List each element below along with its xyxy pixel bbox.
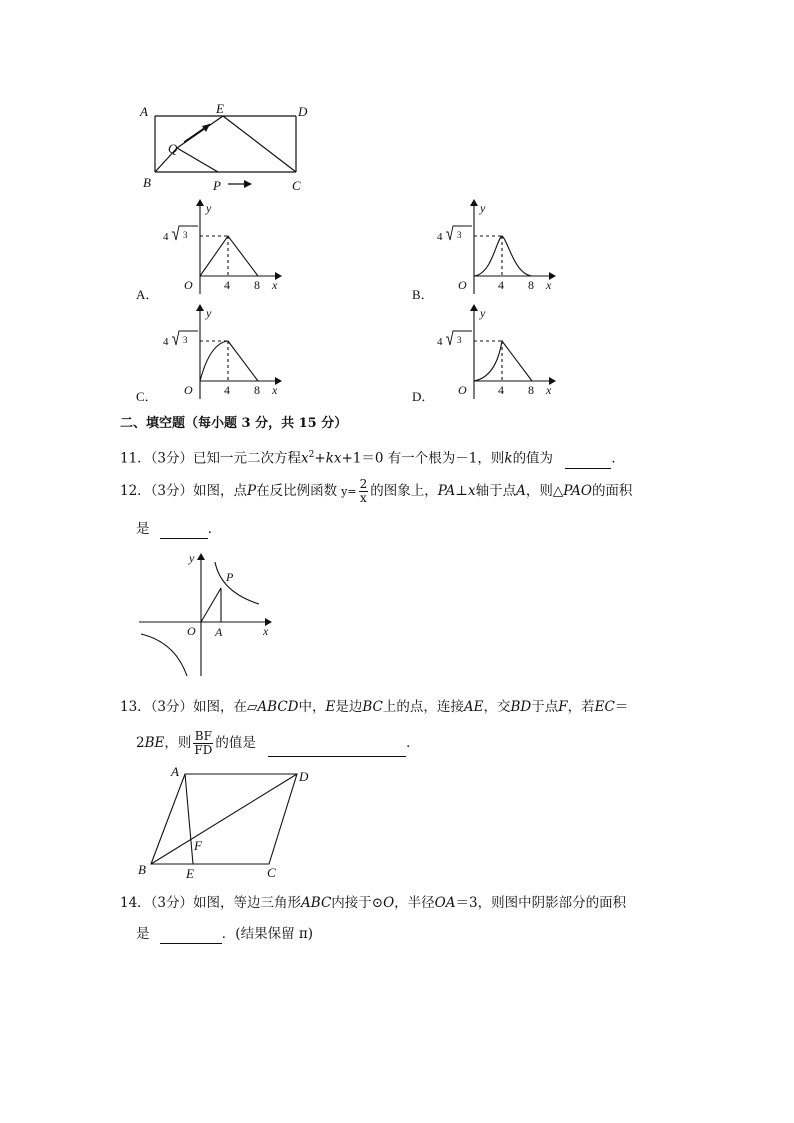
segment-QP <box>177 148 218 172</box>
q14-answer-blank[interactable] <box>160 929 222 944</box>
q13-ABCD: ABCD <box>257 699 299 715</box>
C-label: C <box>267 865 276 880</box>
segment-EQ <box>177 116 223 148</box>
q11-k: k <box>504 450 513 467</box>
tick-8: 8 <box>254 278 260 292</box>
hyperbola-right <box>215 562 259 604</box>
option-A-label[interactable]: A． <box>136 287 159 302</box>
y-coef: 4 <box>437 231 443 243</box>
option-B-graph[interactable] <box>434 200 564 300</box>
q13-figure <box>135 762 325 882</box>
origin: O <box>184 278 193 292</box>
q11-x: x <box>301 450 309 467</box>
curve <box>474 341 532 381</box>
option-C-graph[interactable] <box>160 305 290 405</box>
question-14-line2 <box>136 924 313 944</box>
q12-t3: 轴于点 <box>475 483 517 499</box>
q11-tail: 的值为 <box>512 450 554 467</box>
curve <box>200 341 258 381</box>
question-11 <box>120 445 625 469</box>
origin: O <box>184 383 193 397</box>
option-D-graph[interactable] <box>434 305 564 405</box>
curve <box>200 236 258 276</box>
q13-AE: AE <box>463 699 484 715</box>
y-label: y <box>206 201 212 215</box>
tick-8: 8 <box>528 278 534 292</box>
q13-EC: EC <box>594 699 615 715</box>
q12-answer-blank[interactable] <box>160 524 208 539</box>
q14-ABC: ABC <box>301 895 332 911</box>
q12-t4: ，则△ <box>525 483 564 499</box>
q12-t2: 的图象上， <box>370 483 438 499</box>
q12-PA: PA <box>437 483 456 499</box>
q12-yeq: y= <box>341 485 357 498</box>
q13-t2: 是边 <box>335 699 363 715</box>
segment-EC <box>223 116 296 172</box>
q13-para: ▱ <box>247 699 258 715</box>
q14-O: O <box>383 895 395 911</box>
y-label: y <box>206 306 212 320</box>
q12-figure <box>135 548 285 683</box>
tick-4: 4 <box>224 278 230 292</box>
y-rad: 3 <box>457 230 462 240</box>
q12-t5: 的面积 <box>591 483 633 499</box>
q13-BD: BD <box>510 699 532 715</box>
q11-kx: kx <box>325 450 342 467</box>
option-A-graph[interactable] <box>160 200 290 300</box>
y-rad: 3 <box>183 230 188 240</box>
q10-rectangle-figure <box>130 100 320 200</box>
y-label: y <box>480 201 486 215</box>
q13-t9: 的值是 <box>215 735 256 751</box>
P-label: P <box>226 570 234 584</box>
F-label: F <box>194 838 202 853</box>
label-B: B <box>143 175 151 190</box>
q14-t4: ．(结果保留 π) <box>221 926 313 942</box>
segment-BD <box>151 774 297 864</box>
origin-label: O <box>187 624 196 638</box>
q12-end: ． <box>207 521 222 537</box>
y-rad: 3 <box>457 335 462 345</box>
arrow-p-head <box>244 180 252 188</box>
q13-t8: ，则 <box>164 735 192 751</box>
q11-answer-blank[interactable] <box>565 454 611 469</box>
y-coef: 4 <box>163 336 169 348</box>
q13-fraction: $\frac{BF}{FD}$ <box>194 729 213 757</box>
segment-OP <box>201 588 221 622</box>
y-label: y <box>480 306 486 320</box>
label-D: D <box>298 104 308 119</box>
y-rad: 3 <box>183 335 188 345</box>
question-14 <box>120 893 626 913</box>
B-label: B <box>138 862 146 877</box>
hyperbola-left <box>141 634 187 676</box>
section-heading: 二、填空题（每小题 3 分，共 15 分） <box>120 416 348 431</box>
x-label: x <box>546 278 552 292</box>
option-C-label[interactable]: C． <box>136 389 158 404</box>
y-coef: 4 <box>163 231 169 243</box>
q12-line2: 是 <box>136 521 150 537</box>
option-B-label[interactable]: B． <box>412 287 434 302</box>
q14-text: 14．（3分）如图，等边三角形 <box>120 895 302 911</box>
question-13 <box>120 697 628 717</box>
q14-OA: OA <box>434 895 456 911</box>
A-label: A <box>171 764 179 779</box>
q14-t3: ＝3，则图中阴影部分的面积 <box>455 895 627 911</box>
question-13-line2 <box>136 730 420 757</box>
segment-AE <box>185 774 193 864</box>
q11-rest: +1＝0 有一个根为－1，则 <box>341 450 505 467</box>
q12-A: A <box>516 483 526 499</box>
option-D-label[interactable]: D． <box>412 389 435 404</box>
q14-t2: ，半径 <box>394 895 435 911</box>
tick-8: 8 <box>254 383 260 397</box>
q13-BE: BE <box>144 735 165 751</box>
question-12 <box>120 478 632 505</box>
q13-t4: ，交 <box>483 699 511 715</box>
q12-t1: 在反比例函数 <box>256 483 338 499</box>
origin: O <box>458 278 467 292</box>
x-label: x <box>263 624 269 638</box>
q12-P: P <box>247 483 257 499</box>
A-label: A <box>215 625 223 639</box>
tick-4: 4 <box>224 383 230 397</box>
tick-4: 4 <box>498 383 504 397</box>
q12-perp: ⊥ <box>455 483 468 499</box>
x-label: x <box>272 278 278 292</box>
q11-plus: + <box>314 450 326 467</box>
q13-t7: ＝ <box>614 699 629 715</box>
q12-x: x <box>468 483 476 499</box>
E-label: E <box>186 866 194 881</box>
q12-fraction: $\frac{2}{x}$ <box>359 477 368 505</box>
q11-text: 11．（3分）已知一元二次方程 <box>120 450 302 467</box>
q13-t6: ，若 <box>567 699 595 715</box>
q14-t1: 内接于⊙ <box>331 895 384 911</box>
q13-t3: 上的点，连接 <box>382 699 464 715</box>
q12-PAO: PAO <box>563 483 592 499</box>
q13-t1: 中， <box>298 699 326 715</box>
x-label: x <box>546 383 552 397</box>
q13-answer-blank[interactable] <box>268 742 406 757</box>
tick-8: 8 <box>528 383 534 397</box>
q11-end: ． <box>611 450 625 467</box>
label-C: C <box>292 178 301 193</box>
q13-BC: BC <box>362 699 383 715</box>
q14-line2: 是 <box>136 926 150 942</box>
q13-text: 13．（3分）如图，在 <box>120 699 248 715</box>
curve <box>474 236 532 276</box>
q13-2: 2 <box>136 735 145 751</box>
label-E: E <box>216 101 224 116</box>
q11-sup: 2 <box>308 450 315 460</box>
label-Q: Q <box>168 141 178 156</box>
D-label: D <box>299 769 309 784</box>
label-P: P <box>213 178 221 193</box>
y-label: y <box>189 551 195 565</box>
origin: O <box>458 383 467 397</box>
tick-4: 4 <box>498 278 504 292</box>
y-coef: 4 <box>437 336 443 348</box>
q13-t5: 于点 <box>531 699 559 715</box>
label-A: A <box>140 104 148 119</box>
q13-F: F <box>558 699 568 715</box>
q13-E: E <box>325 699 336 715</box>
q13-end: ． <box>406 735 420 751</box>
question-12-line2 <box>136 519 221 539</box>
x-label: x <box>272 383 278 397</box>
q12-text: 12．（3分）如图，点 <box>120 483 248 499</box>
